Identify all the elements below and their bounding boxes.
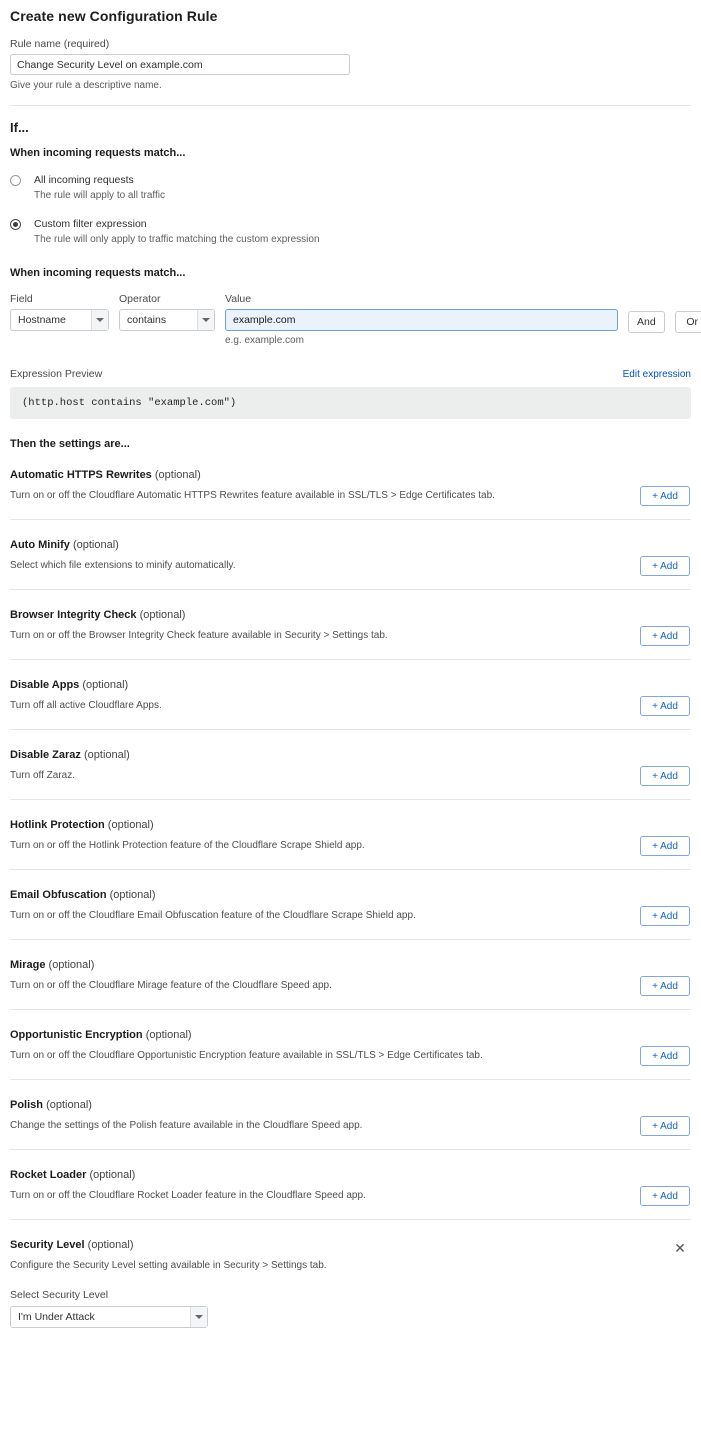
settings-list [10, 450, 691, 1328]
setting-optional: (optional) [154, 469, 201, 482]
setting-row-automatic-https-rewrites [10, 450, 691, 520]
operator-label: Operator [119, 293, 161, 306]
close-icon[interactable]: ✕ [674, 1240, 686, 1257]
radio-indicator-custom-filter[interactable] [10, 219, 21, 230]
add-button[interactable]: + Add [640, 836, 690, 856]
setting-row-polish [10, 1080, 691, 1150]
field-select[interactable] [10, 309, 109, 331]
setting-optional: (optional) [87, 1239, 134, 1252]
or-button[interactable]: Or [675, 311, 701, 333]
setting-name: Rocket Loader [10, 1169, 87, 1182]
setting-title [10, 1239, 691, 1251]
if-section-heading: If... [10, 120, 29, 135]
value-hint: e.g. example.com [225, 335, 304, 347]
operator-select-value: contains [127, 314, 167, 327]
chevron-down-icon [91, 310, 108, 330]
expression-builder-heading: When incoming requests match... [10, 267, 186, 280]
setting-row-disable-zaraz [10, 730, 691, 800]
rule-name-label: Rule name (required) [10, 38, 110, 50]
setting-name: Mirage [10, 959, 46, 972]
setting-description: Turn on or off the Cloudflare Email Obfuscation feature of the Cloudflare Scrape Shield app. [10, 910, 416, 922]
value-label: Value [225, 293, 252, 306]
expression-preview-box: (http.host contains "example.com") [10, 387, 691, 419]
setting-optional: (optional) [145, 1029, 192, 1042]
setting-title [10, 1169, 691, 1181]
setting-row-auto-minify [10, 520, 691, 590]
setting-description: Turn off all active Cloudflare Apps. [10, 700, 162, 712]
security-level-select[interactable] [10, 1306, 208, 1328]
field-label: Field [10, 293, 33, 306]
or-button-wrap [675, 293, 701, 333]
setting-optional: (optional) [109, 889, 156, 902]
add-button[interactable]: + Add [640, 1186, 690, 1206]
setting-name: Disable Zaraz [10, 749, 81, 762]
setting-name: Polish [10, 1099, 44, 1112]
security-level-select-label: Select Security Level [10, 1289, 109, 1302]
setting-title [10, 679, 691, 691]
setting-description: Turn on or off the Browser Integrity Check feature available in Security > Settings tab. [10, 630, 388, 642]
radio-label-all-requests: All incoming requests [34, 174, 134, 186]
and-button-wrap [628, 293, 665, 333]
setting-description: Turn on or off the Cloudflare Automatic HTTPS Rewrites feature available in SSL/TLS > Edge Certificates tab. [10, 490, 495, 502]
setting-optional: (optional) [89, 1169, 136, 1182]
setting-description: Turn on or off the Cloudflare Opportunistic Encryption feature available in SSL/TLS > Edge Certificates tab. [10, 1050, 483, 1062]
add-button[interactable]: + Add [640, 626, 690, 646]
add-button[interactable]: + Add [640, 976, 690, 996]
page-title: Create new Configuration Rule [10, 8, 218, 24]
setting-optional: (optional) [72, 539, 119, 552]
setting-row-opportunistic-encryption [10, 1010, 691, 1080]
setting-row-mirage [10, 940, 691, 1010]
setting-description: Turn on or off the Cloudflare Mirage feature of the Cloudflare Speed app. [10, 980, 332, 992]
then-section-heading: Then the settings are... [10, 438, 130, 451]
setting-title [10, 609, 691, 621]
setting-description: Configure the Security Level setting available in Security > Settings tab. [10, 1260, 327, 1272]
setting-optional: (optional) [139, 609, 186, 622]
add-button[interactable]: + Add [640, 556, 690, 576]
divider-top [10, 105, 691, 106]
setting-optional: (optional) [48, 959, 95, 972]
rule-name-group [10, 38, 691, 91]
setting-title [10, 749, 691, 761]
operator-column [119, 293, 215, 331]
add-button[interactable]: + Add [640, 766, 690, 786]
configuration-rule-form [0, 8, 701, 1328]
radio-option-all-incoming-requests[interactable] [10, 173, 691, 201]
setting-description: Change the settings of the Polish feature available in the Cloudflare Speed app. [10, 1120, 363, 1132]
setting-description: Turn on or off the Cloudflare Rocket Loader feature in the Cloudflare Speed app. [10, 1190, 366, 1202]
setting-title [10, 889, 691, 901]
setting-name: Auto Minify [10, 539, 70, 552]
setting-description: Turn off Zaraz. [10, 770, 76, 782]
setting-name: Email Obfuscation [10, 889, 107, 902]
setting-title [10, 469, 691, 481]
setting-description: Turn on or off the Hotlink Protection feature of the Cloudflare Scrape Shield app. [10, 840, 365, 852]
radio-label-custom-filter: Custom filter expression [34, 218, 147, 231]
field-column [10, 293, 109, 331]
expression-preview-header [10, 368, 691, 380]
add-button[interactable]: + Add [640, 906, 690, 926]
radio-indicator-all-requests[interactable] [10, 175, 21, 186]
setting-title [10, 959, 691, 971]
setting-name: Automatic HTTPS Rewrites [10, 469, 152, 482]
setting-row-hotlink-protection [10, 800, 691, 870]
setting-title [10, 1099, 691, 1111]
setting-optional: (optional) [46, 1099, 92, 1112]
chevron-down-icon [197, 310, 214, 330]
setting-name: Hotlink Protection [10, 819, 105, 832]
rule-name-help: Give your rule a descriptive name. [10, 80, 162, 91]
setting-optional: (optional) [107, 819, 154, 832]
setting-title [10, 539, 691, 551]
expression-preview-label: Expression Preview [10, 368, 103, 381]
value-input[interactable] [225, 309, 618, 331]
value-column [225, 293, 618, 346]
if-section-subheading: When incoming requests match... [10, 147, 186, 159]
edit-expression-link[interactable]: Edit expression [622, 369, 691, 381]
setting-row-rocket-loader [10, 1150, 691, 1220]
setting-name: Security Level [10, 1239, 85, 1252]
operator-select[interactable] [119, 309, 215, 331]
setting-description: Select which file extensions to minify automatically. [10, 560, 236, 572]
setting-optional: (optional) [82, 679, 129, 692]
radio-desc-custom-filter: The rule will only apply to traffic matching the custom expression [34, 234, 320, 246]
security-level-select-value: I'm Under Attack [18, 1311, 95, 1324]
radio-desc-all-requests: The rule will apply to all traffic [34, 190, 165, 202]
and-button[interactable]: And [628, 311, 665, 333]
setting-row-disable-apps [10, 660, 691, 730]
add-button[interactable]: + Add [640, 696, 690, 716]
setting-name: Disable Apps [10, 679, 80, 692]
field-select-value: Hostname [18, 314, 66, 327]
setting-row-email-obfuscation [10, 870, 691, 940]
add-button[interactable]: + Add [640, 1046, 690, 1066]
add-button[interactable]: + Add [640, 486, 690, 506]
setting-row-security-level [10, 1220, 691, 1328]
setting-row-browser-integrity-check [10, 590, 691, 660]
chevron-down-icon [190, 1307, 207, 1327]
radio-option-custom-filter-expression[interactable] [10, 217, 691, 245]
add-button[interactable]: + Add [640, 1116, 690, 1136]
setting-name: Opportunistic Encryption [10, 1029, 143, 1042]
setting-name: Browser Integrity Check [10, 609, 137, 622]
setting-title [10, 819, 691, 831]
expression-builder-row [10, 293, 699, 347]
setting-title [10, 1029, 691, 1041]
rule-name-input[interactable] [10, 54, 350, 75]
setting-optional: (optional) [83, 749, 130, 762]
